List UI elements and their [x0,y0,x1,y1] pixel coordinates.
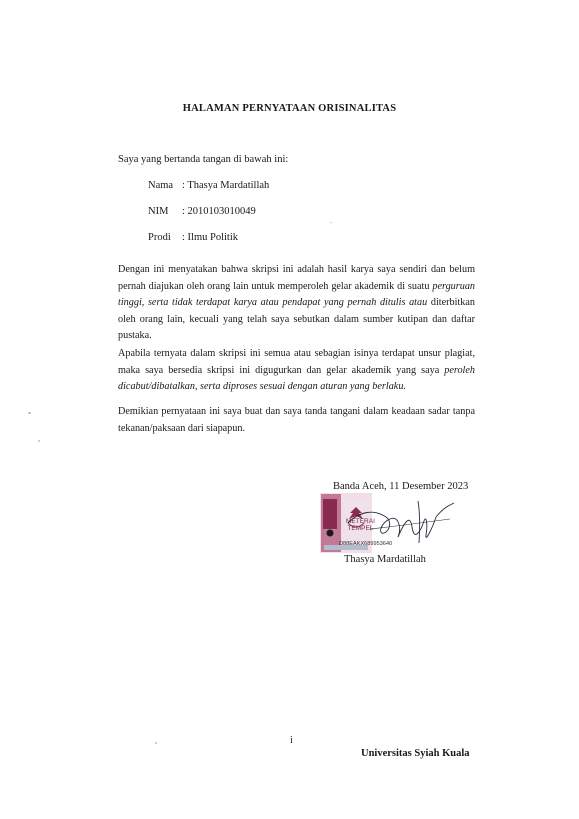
paragraph-text-italic: peroleh dicabut/dibatalkan, serta diproses sesuai dengan aturan yang berlaku. [118,364,475,393]
field-value: : Thasya Mardatillah [182,180,270,191]
field-prodi [148,232,238,243]
paragraph-text: Apabila ternyata dalam skripsi ini semua atau sebagian isinya terdapat unsur plagiat, maka saya bersedia skripsi ini digugurkan dan gelar akademik yang saya [118,348,475,376]
signatory-name: Thasya Mardatillah [344,554,426,565]
scan-speck [38,440,40,442]
meterai-line: METERAI [346,518,375,525]
intro-text: Saya yang bertanda tangan di bawah ini: [118,154,289,165]
paragraph-declaration [118,262,475,345]
paragraph-plagiarism [118,346,475,396]
scan-speck [155,742,157,744]
field-value: : Ilmu Politik [182,232,239,243]
handwritten-signature [340,493,460,555]
field-label: Prodi [148,232,171,243]
signature-place-date: Banda Aceh, 11 Desember 2023 [333,481,469,492]
field-label: NIM [148,206,169,217]
paragraph-text: Dengan ini menyatakan bahwa skripsi ini adalah hasil karya saya sendiri dan belum pernah diajukan oleh orang lain untuk memperoleh gelar akademik di suatu [118,264,475,292]
field-label: Nama [148,180,174,191]
page-number: i [290,735,293,746]
paragraph-text: diterbitkan oleh orang lain, kecuali yang telah saya sebutkan dalam sumber kutipan dan daftar pustaka. [118,297,475,342]
page-title: HALAMAN PERNYATAAN ORISINALITAS [182,103,397,114]
paragraph-text-italic: perguruan tinggi, serta tidak terdapat karya atau pendapat yang pernah ditulis atau [118,280,476,309]
meterai-code: D88EAKX689953640 [339,541,393,547]
scan-speck [330,222,332,223]
field-value: : 2010103010049 [182,206,256,217]
scan-speck [28,412,31,414]
paragraph-closing: Demikian pernyataan ini saya buat dan saya tanda tangani dalam keadaan sadar tanpa tekanan/paksaan dari siapapun. [118,406,475,434]
meterai-line: TEMPEL [347,525,374,532]
field-nama [148,180,269,191]
university-name: Universitas Syiah Kuala [361,748,470,759]
field-nim [148,206,256,217]
